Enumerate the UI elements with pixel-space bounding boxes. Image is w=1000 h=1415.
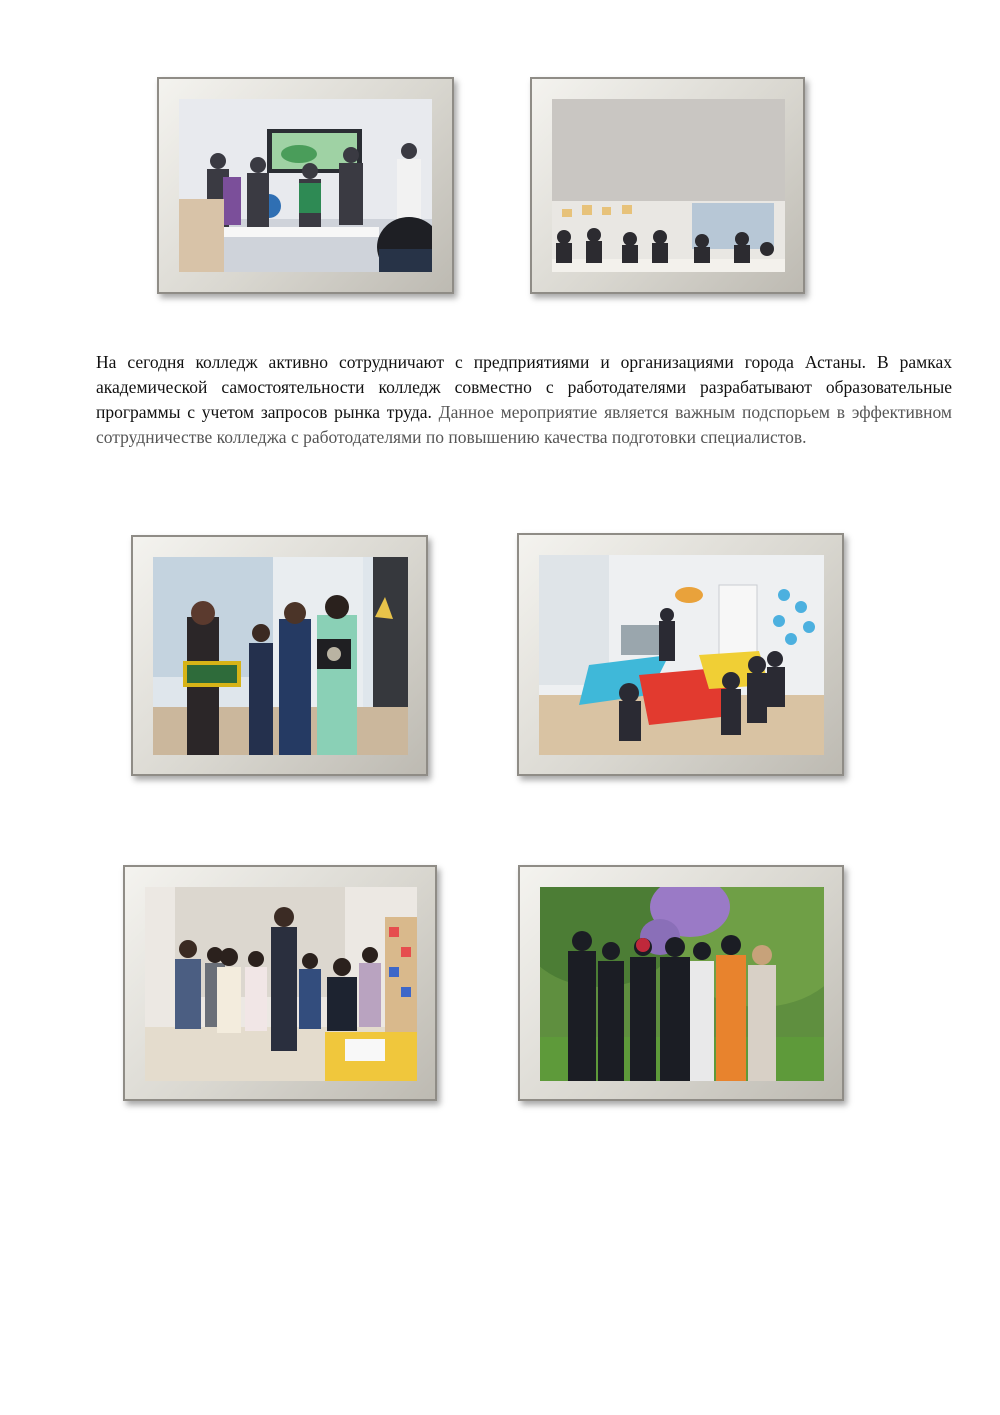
photo-award-ceremony [153,557,408,755]
photo-frame-2 [530,77,805,294]
photo-frame-5 [123,865,437,1101]
photo-kindergarten-tables [539,555,824,755]
photo-frame-6 [518,865,844,1101]
photo-frame-1 [157,77,454,294]
photo-outdoor-group [540,887,824,1081]
photo-frame-4 [517,533,844,776]
photo-meeting-room [179,99,432,272]
description-paragraph [96,350,952,450]
photo-classroom-discussion [552,99,785,272]
paragraph-main: На сегодня колледж активно сотрудничают с предприятиями и организациями города Астаны. В рамках академической самостоятельности колледж совместно с работодателями разрабатывают образовательные программы с учетом запросов рынка труда. [96,352,952,422]
photo-frame-3 [131,535,428,776]
photo-children-group [145,887,417,1081]
paragraph-continued: Данное мероприятие является важным подспорьем в эффективном сотрудничестве колледжа с работодателями по повышению качества подготовки специалистов. [96,402,952,447]
